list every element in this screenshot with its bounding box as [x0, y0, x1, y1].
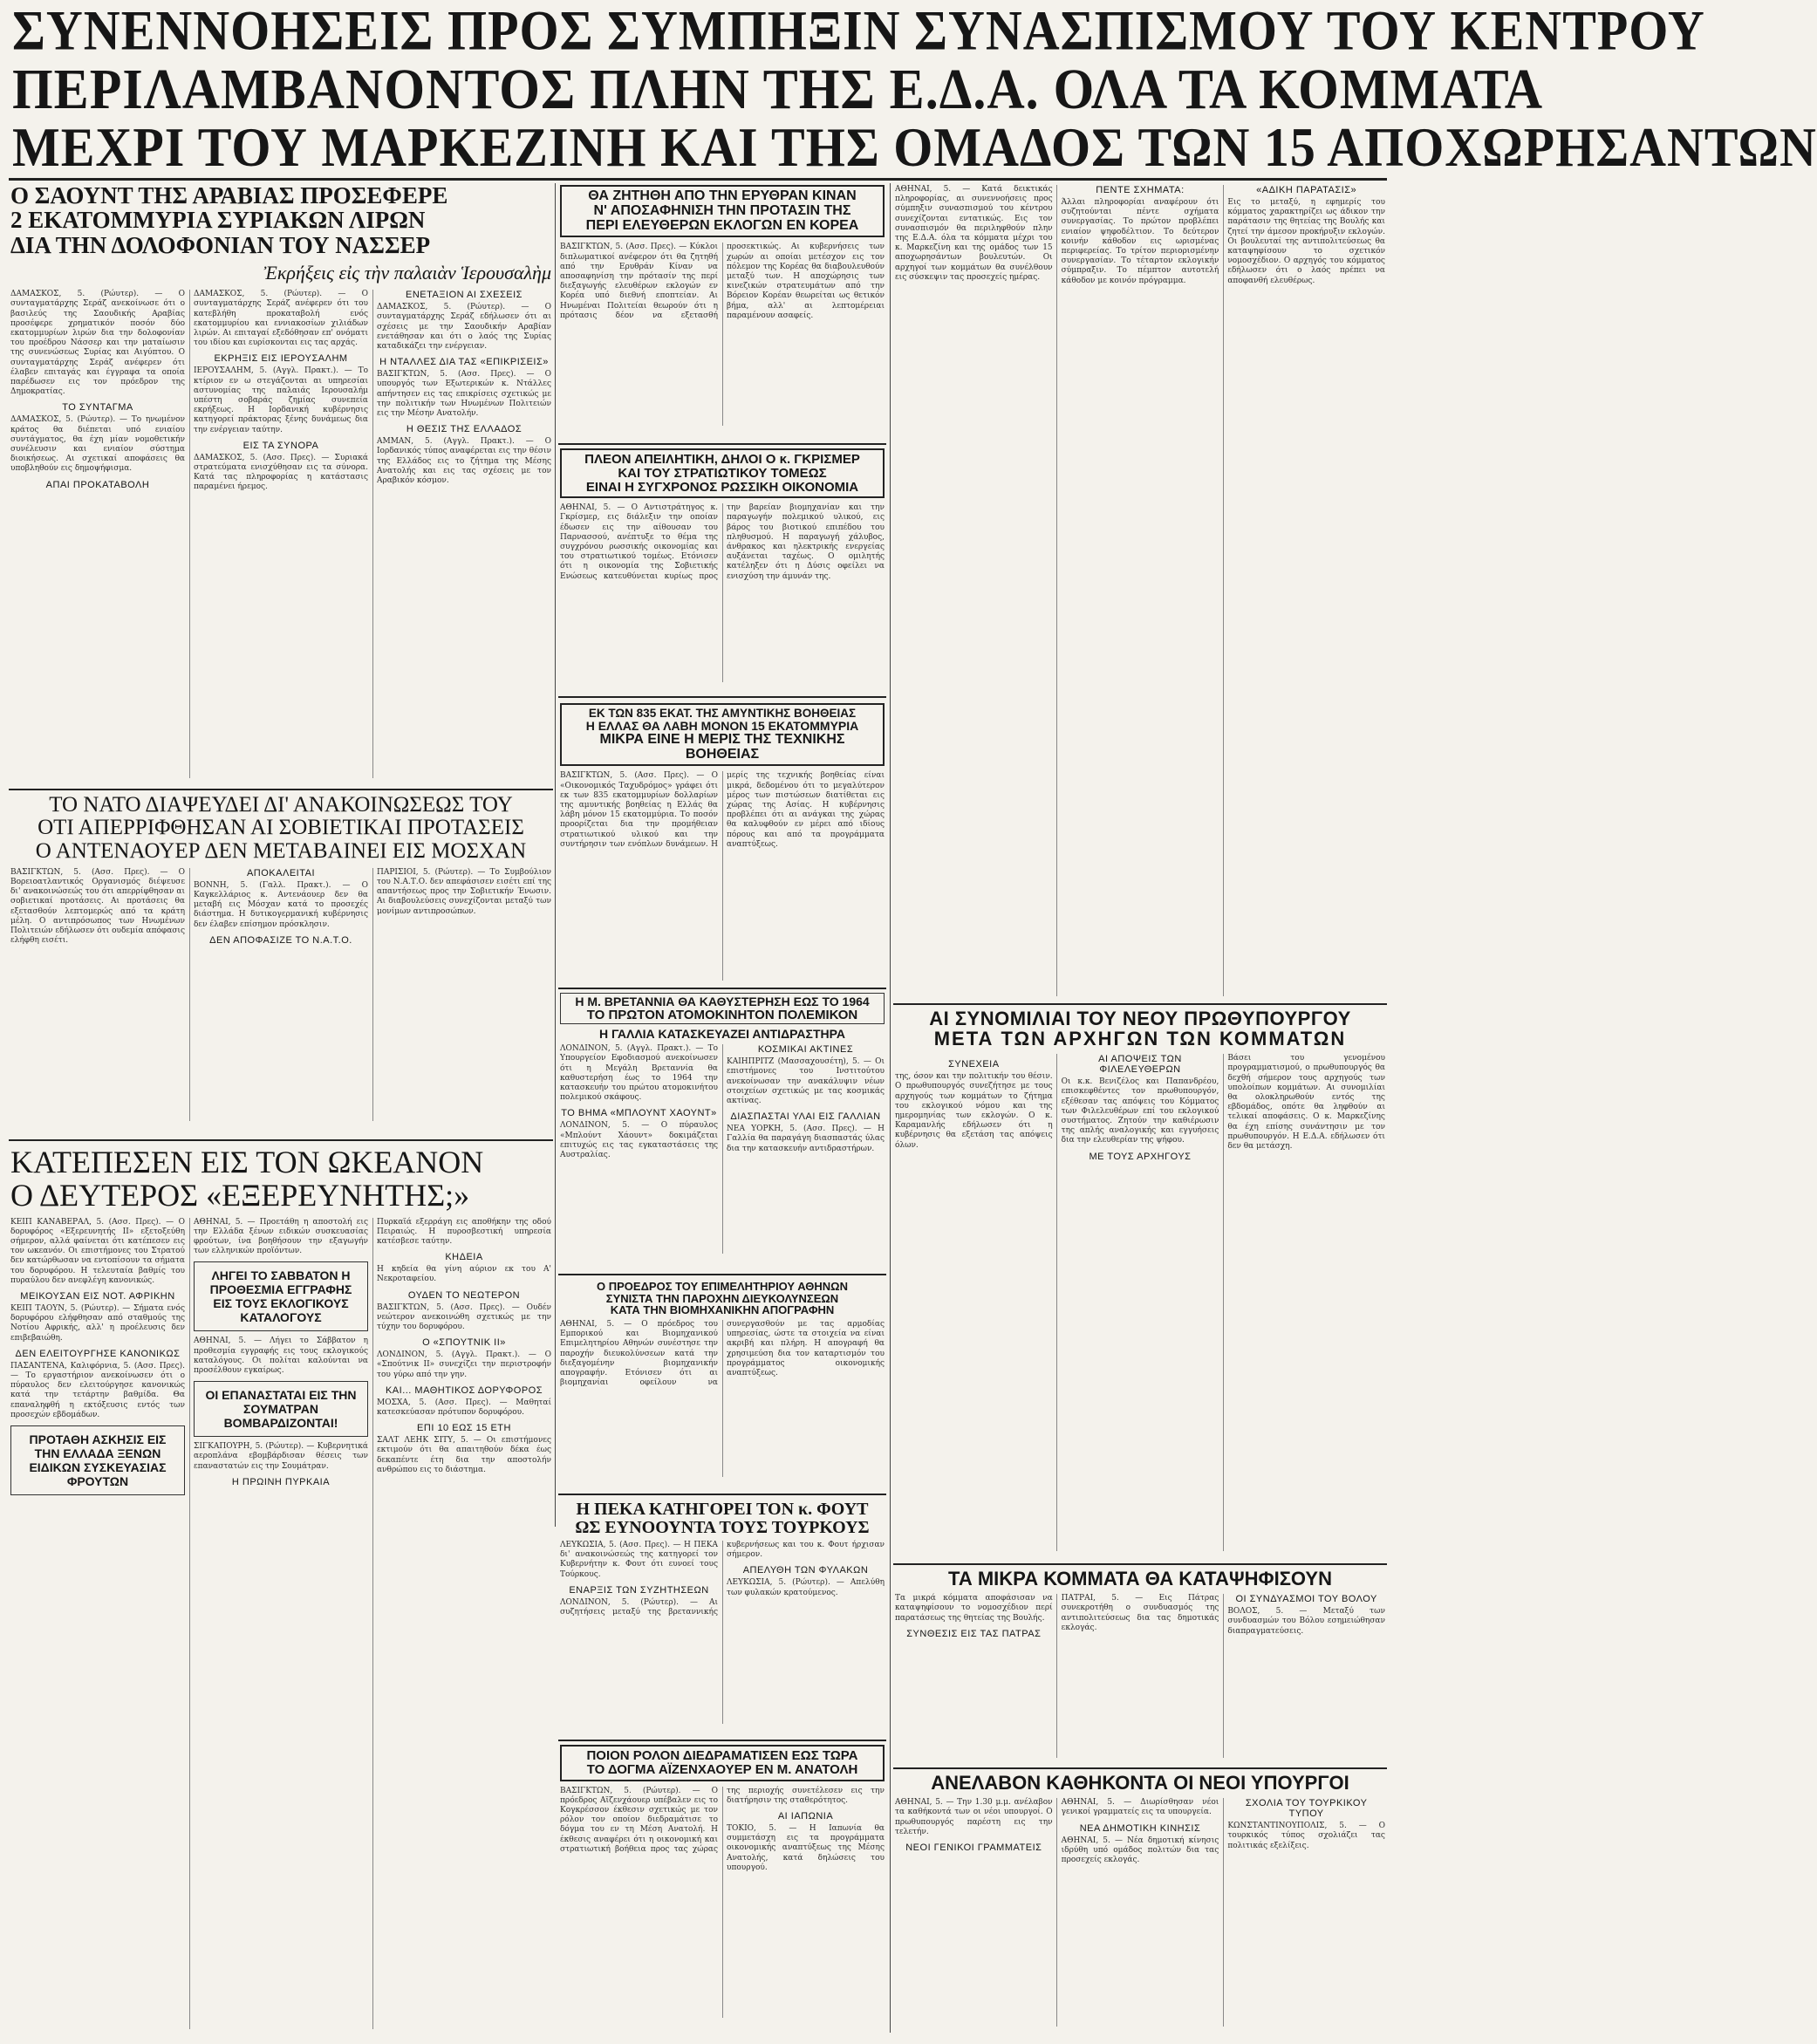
section-heading: ΕΠΙ 10 ΕΩΣ 15 ΕΤΗ — [417, 1423, 511, 1434]
small-parties-headline: ΤΑ ΜΙΚΡΑ ΚΟΜΜΑΤΑ ΘΑ ΚΑΤΑΨΗΦΙΣΟΥΝ — [948, 1568, 1332, 1589]
foot-headline-1: Η ΠΕΚΑ ΚΑΤΗΓΟΡΕΙ ΤΟΝ κ. ΦΟΥΤ — [576, 1500, 869, 1519]
body-text: ΒΟΛΟΣ, 5. — Μεταξύ των συνδυασμών του Βόλου εσημειώθησαν διαπραγματεύσεις. — [1227, 1607, 1385, 1636]
chamber-headline-2: ΣΥΝΙΣΤΑ ΤΗΝ ΠΑΡΟΧΗΝ ΔΙΕΥΚΟΛΥΝΣΕΩΝ — [605, 1291, 839, 1305]
coalition-article — [895, 185, 1385, 1001]
section-heading: ΤΟ ΣΥΝΤΑΓΜΑ — [62, 402, 133, 414]
section-heading: ΠΕΝΤΕ ΣΧΗΜΑΤΑ: — [1096, 185, 1185, 195]
aid-headline-1: ΕΚ ΤΩΝ 835 ΕΚΑΤ. ΤΗΣ ΑΜΥΝΤΙΚΗΣ ΒΟΗΘΕΙΑΣ — [588, 707, 857, 720]
section-rule — [558, 1740, 886, 1741]
body-text: ΚΩΝΣΤΑΝΤΙΝΟΥΠΟΛΙΣ, 5. — Ο τουρκικός τύπος σχολιάζει τας πολιτικάς εξελίξεις. — [1227, 1822, 1385, 1850]
section-heading: Η ΠΡΩΙΝΗ ΠΥΡΚΑΙΑ — [231, 1476, 331, 1487]
grismer-headline-2: ΚΑΙ ΤΟΥ ΣΤΡΑΤΙΩΤΙΚΟΥ ΤΟΜΕΩΣ — [618, 465, 827, 481]
body-text: ΑΘΗΝΑΙ, 5. — Την 1.30 μ.μ. ανέλαβον τα καθήκοντά των οι νέοι υπουργοί. Ο πρωθυπουργός παρέστη εις την τελετήν. — [895, 1798, 1053, 1836]
body-text: ΔΑΜΑΣΚΟΣ, 5. (Ασσ. Πρες). — Συριακά στρατεύματα ενισχύθησαν εις τα σύνορα. Κατά τας πληροφορίας η κατάστασις παραμένει ήρεμος. — [194, 453, 368, 492]
body-text: ΔΑΜΑΣΚΟΣ, 5. (Ρώυτερ). — Ο συνταγματάρχης Σεράζ εδήλωσεν ότι αι σχέσεις με την Σαουδικήν Αραβίαν ενετάθησαν και ότι ο λαός της Συρίας καταδικάζει την ενέργειαν. — [377, 303, 551, 351]
body-text: Βάσει του γενομένου προγραμματισμού, ο πρωθυπουργός θα δεχθή σήμερον τους αρχηγούς των υπολοίπων κομμάτων. Αι συνομιλίαι θα ολοκληρωθούν εντός της εβδομάδος, οπότε θα ληφθούν αι τελικαί αποφάσεις. Ο κ. Μαρκεζίνης θα έχη επίσης συνάντησιν με τον πρωθυπουργόν. Η Ε.Δ.Α. εδήλωσεν ότι δεν θα μετάσχη. — [1227, 1054, 1385, 1152]
saud-article — [10, 183, 551, 785]
small-parties-article — [895, 1569, 1385, 1766]
explorer-headline-2: Ο ΔΕΥΤΕΡΟΣ «ΕΞΕΡΕΥΝΗΤΗΣ;» — [10, 1177, 470, 1213]
chamber-headline-1: Ο ΠΡΟΕΔΡΟΣ ΤΟΥ ΕΠΙΜΕΛΗΤΗΡΙΟΥ ΑΘΗΝΩΝ — [597, 1280, 848, 1293]
body-text: ΑΘΗΝΑΙ, 5. — Διωρίσθησαν νέοι γενικοί γραμματείς εις τα υπουργεία. — [1061, 1798, 1219, 1817]
body-text: Εις το μεταξύ, η εφημερίς του κόμματος χαρακτηρίζει ως άδικον την παράτασιν της θητείας της Βουλής και ζητεί την άμεσον προκήρυξιν εκλογών. Οι βουλευταί της αντιπολιτεύσεως θα καταψηφίσουν το σχετικόν νομοσχέδιον. Ο αρχηγός του κόμματος εδήλωσεν ότι ο λαός πρέπει να αποφανθή ελευθέρως. — [1227, 198, 1385, 285]
body-text: ΑΜΜΑΝ, 5. (Αγγλ. Πρακτ.). — Ο Ιορδανικός τύπος αναφέρεται εις την θέσιν της Ελλάδος εις το ζήτημα της Μέσης Ανατολής και εις τας σχέσεις με τον Αραβικόν κόσμον. — [377, 437, 551, 485]
pm-article — [895, 1008, 1385, 1562]
pm-headline-1: ΑΙ ΣΥΝΟΜΙΛΙΑΙ ΤΟΥ ΝΕΟΥ ΠΡΩΘΥΠΟΥΡΓΟΥ — [929, 1008, 1351, 1029]
aid-headline-3: ΜΙΚΡΑ ΕΙΝΕ Η ΜΕΡΙΣ ΤΗΣ ΤΕΧΝΙΚΗΣ ΒΟΗΘΕΙΑΣ — [599, 731, 845, 762]
section-heading: ΣΥΝΕΧΕΙΑ — [948, 1059, 1000, 1070]
nato-article — [10, 794, 551, 1138]
section-heading: ΑΠΕΛΥΘΗ ΤΩΝ ΦΥΛΑΚΩΝ — [742, 1565, 869, 1576]
section-heading: ΜΕ ΤΟΥΣ ΑΡΧΗΓΟΥΣ — [1089, 1151, 1192, 1162]
body-text: ΛΟΝΔΙΝΟΝ, 5. (Ρώυτερ). — Αι συζητήσεις μεταξύ της βρεταννικής κυβερνήσεως και του κ. Φουτ ήρχισαν σήμερον. — [560, 1541, 885, 1617]
section-rule — [558, 443, 886, 445]
missile-article — [560, 993, 885, 1270]
body-text: ΒΑΣΙΓΚΤΩΝ, 5. (Ασσ. Πρες). — Ουδέν νεώτερον ανεκοινώθη σχετικώς με την τύχην του δορυφόρου. — [377, 1302, 551, 1332]
missile-headline-3: Η ΓΑΛΛΙΑ ΚΑΤΑΣΚΕΥΑΖΕΙ ΑΝΤΙΔΡΑΣΤΗΡΑ — [598, 1027, 846, 1042]
body-text: ΛΟΝΔΙΝΟΝ, 5. (Αγγλ. Πρακτ.). — Το Υπουργείον Εφοδιασμού ανεκοίνωσεν ότι η Μεγάλη Βρεταννία θα καθυστερήση έως το 1964 την κατασκευήν του πρώτου ατομοκινήτου πολεμικού σκάφους. — [560, 1044, 718, 1103]
pm-headline-2: ΜΕΤΑ ΤΩΝ ΑΡΧΗΓΩΝ ΤΩΝ ΚΟΜΜΑΤΩΝ — [933, 1028, 1347, 1050]
section-rule — [9, 1139, 553, 1141]
section-heading: ΟΥΔΕΝ ΤΟ ΝΕΩΤΕΡΟΝ — [407, 1289, 521, 1301]
korea-headline-1: ΘΑ ΖΗΤΗΘΗ ΑΠΟ ΤΗΝ ΕΡΥΘΡΑΝ ΚΙΝΑΝ — [588, 188, 857, 203]
section-rule — [9, 789, 553, 790]
grismer-headline-3: ΕΙΝΑΙ Η ΣΥΓΧΡΟΝΟΣ ΡΩΣΣΙΚΗ ΟΙΚΟΝΟΜΙΑ — [585, 479, 859, 495]
body-text: ΑΘΗΝΑΙ, 5. — Κατά δεικτικάς πληροφορίας, αι συνεννοήσεις προς σύμπηξιν συνασπισμού του κέντρου συνεχίζονται εντατικώς. Εις τον συνασπισμόν θα περιληφθούν πλην της Ε.Δ.Α. όλα τα κόμματα μέχρι του κ. Μαρκεζίνη και της ομάδος των 15 αποχωρησάντων βουλευτών. Οι αρχηγοί των κομμάτων θα συνέλθουν εις σύσκεψιν τας προσεχείς ημέρας. — [895, 185, 1053, 282]
section-heading: ΠΡΟΤΑΘΗ ΑΣΚΗΣΙΣ ΕΙΣ ΤΗΝ ΕΛΛΑΔΑ ΞΕΝΩΝ ΕΙΔΙΚΩΝ ΣΥΣΚΕΥΑΣΙΑΣ ΦΡΟΥΤΩΝ — [29, 1432, 167, 1489]
body-text: ΔΑΜΑΣΚΟΣ, 5. (Ρώυτερ). — Το ηνωμένον κράτος θα διέπεται υπό ενιαίου συντάγματος, θα έχη μίαν νομοθετικήν συνέλευσιν και ενιαίον σύστημα διοικήσεως. Αι σχετικαί αποφάσεις θα υποβληθούν εις δημοψήφισμα. — [10, 415, 185, 474]
body-text: ΑΘΗΝΑΙ, 5. — Λήγει το Σάββατον η προθεσμία εγγραφής εις τους εκλογικούς καταλόγους. Οι πολίται καλούνται να προσέλθουν εγκαίρως. — [194, 1336, 368, 1376]
section-heading: ΑΙ ΑΠΟΨΕΙΣ ΤΩΝ ΦΙΛΕΛΕΥΘΕΡΩΝ — [1098, 1054, 1182, 1076]
body-text: ΙΕΡΟΥΣΑΛΗΜ, 5. (Αγγλ. Πρακτ.). — Το κτίριον εν ω στεγάζονται αι υπηρεσίαι αστυνομίας της παλαιάς Ιερουσαλήμ υπέστη σοβαράς ζημίας συνεπεία εκρήξεως. Η Ιορδανική κυβέρνησις κατηγορεί πράκτορας ξένης δυνάμεως δια την ενέργειαν ταύτην. — [194, 366, 368, 434]
aid-headline-2: Η ΕΛΛΑΣ ΘΑ ΛΑΒΗ ΜΟΝΟΝ 15 ΕΚΑΤΟΜΜΥΡΙΑ — [585, 719, 859, 734]
section-heading: Η ΘΕΣΙΣ ΤΗΣ ΕΛΛΑΔΟΣ — [406, 424, 523, 435]
grismer-body — [560, 503, 885, 682]
small-parties-body — [895, 1594, 1385, 1758]
section-heading: ΕΝΑΡΞΙΣ ΤΩΝ ΣΥΖΗΤΗΣΕΩΝ — [569, 1584, 709, 1596]
foot-article — [560, 1501, 885, 1736]
section-heading: ΑΙ ΙΑΠΩΝΙΑ — [777, 1810, 834, 1822]
missile-body — [560, 1044, 885, 1254]
section-heading: ΚΟΣΜΙΚΑΙ ΑΚΤΙΝΕΣ — [757, 1044, 854, 1056]
body-text: ΑΘΗΝΑΙ, 5. — Ο Αντιστράτηγος κ. Γκρίσμερ, εις διάλεξιν την οποίαν έδωσεν εις την αίθουσαν του Παρνασσού, ανέπτυξε το θέμα της συγχρόνου ρωσσικής οικονομίας και του στρατιωτικού τομέως. Ετόνισεν ότι η οικονομία της Σοβιετικής Ενώσεως κατευθύνεται κυρίως προς την βαρείαν βιομηχανίαν και την παραγωγήν πολεμικού υλικού, εις βάρος του βιοτικού επιπέδου του πληθυσμού. Η παραγωγή χάλυβος, άνθρακος και ηλεκτρικής ενεργείας αυξάνεται ταχέως. Ο ομιλητής κατέληξεν ότι η Δύσις οφείλει να ενισχύση την άμυνάν της. — [560, 503, 885, 581]
section-heading: ΕΙΣ ΤΑ ΣΥΝΟΡΑ — [242, 440, 319, 451]
nato-headline-2: ΟΤΙ ΑΠΕΡΡΙΦΘΗΣΑΝ ΑΙ ΣΟΒΙΕΤΙΚΑΙ ΠΡΟΤΑΣΕΙΣ — [38, 816, 524, 840]
body-text: ΣΙΓΚΑΠΟΥΡΗ, 5. (Ρώυτερ). — Κυβερνητικά αεροπλάνα εβομβάρδισαν θέσεις των επαναστατών εις την Σουμάτραν. — [194, 1442, 368, 1471]
body-text: ΠΑΣΑΝΤΕΝΑ, Καλιφόρνια, 5. (Ασσ. Πρες). — Το εργαστήριον ανεκοίνωσεν ότι ο πύραυλος δεν ελειτούργησε κανονικώς κατά την τετάρτην βαθμίδα. Θα επαναληφθή η εκτόξευσις εντός των προσεχών εβδομάδων. — [10, 1361, 185, 1419]
saud-headline-3: ΔΙΑ ΤΗΝ ΔΟΛΟΦΟΝΙΑΝ ΤΟΥ ΝΑΣΣΕΡ — [10, 231, 431, 258]
body-text: ΛΟΝΔΙΝΟΝ, 5. (Αγγλ. Πρακτ.). — Ο «Σπούτνικ ΙΙ» συνεχίζει την περιστροφήν του γύρω από την γην. — [377, 1350, 551, 1379]
saud-subhead: Ἐκρήξεις εἰς τὴν παλαιὰν Ἱερουσαλὴμ — [263, 262, 551, 284]
banner-rule — [9, 178, 1387, 181]
section-heading: ΕΚΡΗΞΙΣ ΕΙΣ ΙΕΡΟΥΣΑΛΗΜ — [214, 353, 348, 365]
eisen-body — [560, 1787, 885, 2018]
body-text: ΛΕΥΚΩΣΙΑ, 5. (Ασσ. Πρες). — Η ΠΕΚΑ δι' ανακοινώσεώς της κατηγορεί τον Κυβερνήτην κ. Φουτ ότι ευνοεί τους Τούρκους. — [560, 1541, 718, 1579]
column-rule — [555, 183, 556, 1527]
saud-headline-1: Ο ΣΑΟΥΝΤ ΤΗΣ ΑΡΑΒΙΑΣ ΠΡΟΣΕΦΕΡΕ — [10, 182, 448, 209]
body-text: της, όσον και την πολιτικήν του θέσιν. Ο πρωθυπουργός συνεζήτησε με τους αρχηγούς των κομμάτων το ζήτημα του εκλογικού νόμου και της ημερομηνίας των εκλογών. Ο κ. Καραμανλής εδήλωσεν ότι η κυβέρνησις θα εξετάση τας απόψεις όλων. — [895, 1072, 1053, 1150]
nato-body — [10, 868, 551, 1121]
section-heading: Η ΝΤΑΛΛΕΣ ΔΙΑ ΤΑΣ «ΕΠΙΚΡΙΣΕΙΣ» — [379, 357, 549, 368]
section-heading: ΔΕΝ ΕΛΕΙΤΟΥΡΓΗΣΕ ΚΑΝΟΝΙΚΩΣ — [15, 1348, 181, 1359]
saud-body — [10, 290, 551, 778]
section-heading: ΑΠΑΙ ΠΡΟΚΑΤΑΒΟΛΗ — [45, 479, 150, 490]
ministers-headline: ΑΝΕΛΑΒΟΝ ΚΑΘΗΚΟΝΤΑ ΟΙ ΝΕΟΙ ΥΠΟΥΡΓΟΙ — [931, 1772, 1349, 1794]
body-text: ΜΟΣΧΑ, 5. (Ασσ. Πρες). — Μαθηταί κατεσκεύασαν πρότυπον δορυφόρου. — [377, 1398, 551, 1418]
section-heading: ΕΝΕΤΑΞΙΟΝ ΑΙ ΣΧΕΣΕΙΣ — [406, 290, 523, 301]
explorer-article — [10, 1146, 551, 2036]
section-heading: ΚΗΔΕΙΑ — [445, 1252, 483, 1263]
section-heading: ΟΙ ΣΥΝΔΥΑΣΜΟΙ ΤΟΥ ΒΟΛΟΥ — [1235, 1594, 1377, 1605]
body-text: ΠΑΤΡΑΙ, 5. — Εις Πάτρας συνεκροτήθη ο συνδυασμός της αντιπολιτεύσεως δια τας δημοτικάς εκλογάς. — [1061, 1594, 1219, 1632]
body-text: Άλλαι πληροφορίαι αναφέρουν ότι συζητούνται πέντε σχήματα συνεργασίας. Το πρώτον προβλέπει ενιαίον ψηφοδέλτιον. Το δεύτερον κοινήν κάθοδον εις ωρισμένας περιφερείας. Το τρίτον περιορισμένην συνεργασίαν. Το τέταρτον εκλογικήν σύμπραξιν. Το πέμπτον αυτοτελή κάθοδον με κοινόν πρόγραμμα. — [1061, 198, 1219, 285]
grismer-article — [560, 448, 885, 693]
chamber-headline-3: ΚΑΤΑ ΤΗΝ ΒΙΟΜΗΧΑΝΙΚΗΝ ΑΠΟΓΡΑΦΗΝ — [610, 1303, 835, 1317]
section-heading: ΛΗΓΕΙ ΤΟ ΣΑΒΒΑΤΟΝ Η ΠΡΟΘΕΣΜΙΑ ΕΓΓΡΑΦΗΣ ΕΙΣ ΤΟΥΣ ΕΚΛΟΓΙΚΟΥΣ ΚΑΤΑΛΟΓΟΥΣ — [209, 1268, 352, 1325]
section-heading: ΚΑΙ... ΜΑΘΗΤΙΚΟΣ ΔΟΡΥΦΟΡΟΣ — [385, 1384, 543, 1396]
chamber-body — [560, 1320, 885, 1477]
chamber-article — [560, 1281, 885, 1490]
section-rule — [558, 1494, 886, 1495]
body-text: ΒΑΣΙΓΚΤΩΝ, 5. (Ασσ. Πρες). — Ο Βορειοατλαντικός Οργανισμός διέψευσε δι' ανακοινώσεώς του ότι απερρίφθησαν αι σοβιετικαί προτάσεις. Αι προτάσεις θα εξετασθούν λεπτομερώς από τα κράτη μέλη. Ο αντιπρόσωπος των Ηνωμένων Πολιτειών εδήλωσεν ότι ουδεμία απόφασις ελήφθη εισέτι. — [10, 867, 185, 946]
eisen-article — [560, 1745, 885, 2036]
section-rule — [558, 1274, 886, 1275]
section-heading: ΜΕΙΚΟΥΣΑΝ ΕΙΣ ΝΟΤ. ΑΦΡΙΚΗΝ — [20, 1291, 175, 1302]
korea-body — [560, 243, 885, 426]
body-text: ΔΑΜΑΣΚΟΣ, 5. (Ρώυτερ). — Ο συνταγματάρχης Σεράζ ανεκοίνωσε ότι ο βασιλεύς της Σαουδικής Αραβίας προσέφερε χρηματικόν ποσόν δύο εκατομμυρίων λιρών δια την δολοφονίαν του προέδρου Νάσσερ και την ματαίωσιν της συνενώσεως Συρίας και Αιγύπτου. Ο συνταγματάρχης Σεράζ ανέφερεν ότι έλαβεν επιταγάς και έγγραφα τα οποία παρέδωσεν εις τον πρόεδρον της Δημοκρατίας. — [10, 290, 185, 397]
body-text: ΒΑΣΙΓΚΤΩΝ, 5. (Ασσ. Πρες). — Ο υπουργός των Εξωτερικών κ. Ντάλλες απήντησεν εις τας επικρίσεις σχετικώς με την πολιτικήν των Ηνωμένων Πολιτειών εις την Μέσην Ανατολήν. — [377, 370, 551, 418]
body-text: ΒΑΣΙΓΚΤΩΝ, 5. (Ρώυτερ). — Ο πρόεδρος Αϊζενχάουερ υπέβαλεν εις το Κογκρέσσον έκθεσιν σχετικώς με τον ρόλον τον οποίον διεδραμάτισε το δόγμα του εν τη Μέση Ανατολή. Η έκθεσις αναφέρει ότι η οικονομική και στρατιωτική βοήθεια προς τας χώρας της περιοχής συνετέλεσεν εις την διατήρησιν της σταθερότητος. — [560, 1786, 885, 1854]
body-text: ΚΕΙΠ ΤΑΟΥΝ, 5. (Ρώυτερ). — Σήματα ενός δορυφόρου ελήφθησαν από σταθμούς της Νοτίου Αφρικής, αλλ' η προέλευσις δεν επιβεβαιώθη. — [10, 1304, 185, 1343]
body-text: Η κηδεία θα γίνη αύριον εκ του Α' Νεκροταφείου. — [377, 1265, 551, 1284]
section-heading: ΔΕΝ ΑΠΟΦΑΣΙΖΕ ΤΟ Ν.Α.Τ.Ο. — [209, 934, 352, 946]
aid-body — [560, 771, 885, 981]
body-text: Πυρκαϊά εξερράγη εις αποθήκην της οδού Πειραιώς. Η πυροσβεστική υπηρεσία κατέσβεσε ταύτην. — [377, 1217, 551, 1246]
missile-headline-1: Η Μ. ΒΡΕΤΑΝΝΙΑ ΘΑ ΚΑΘΥΣΤΕΡΗΣΗ ΕΩΣ ΤΟ 1964 — [575, 995, 870, 1008]
ministers-article — [895, 1773, 1385, 2036]
explorer-body — [10, 1218, 551, 2029]
body-text: ΣΑΛΤ ΛΕΗΚ ΣΙΤΥ, 5. — Οι επιστήμονες εκτιμούν ότι θα απαιτηθούν δέκα έως δεκαπέντε έτη δια την αποστολήν ανθρώπου εις το διάστημα. — [377, 1436, 551, 1474]
explorer-headline-1: ΚΑΤΕΠΕΣΕΝ ΕΙΣ ΤΟΝ ΩΚΕΑΝΟΝ — [10, 1145, 484, 1179]
banner-line-3: ΜΕΧΡΙ ΤΟΥ ΜΑΡΚΕΖΙΝΗ ΚΑΙ ΤΗΣ ΟΜΑΔΟΣ ΤΩΝ 15 ΑΠΟΧΩΡΗΣΑΝΤΩΝ — [12, 115, 1817, 179]
body-text: ΔΑΜΑΣΚΟΣ, 5. (Ρώυτερ). — Ο συνταγματάρχης Σεράζ ανέφερεν ότι του κατεβλήθη προκαταβολή ενός εκατομμυρίου και εννιακοσίων χιλιάδων λιρών. Αι επιταγαί εξεδόθησαν επ' ονόματι του ιδίου και ευρίσκονται εις τας αρχάς. — [194, 290, 368, 348]
korea-article — [560, 185, 885, 440]
body-text: ΚΕΙΠ ΚΑΝΑΒΕΡΑΛ, 5. (Ασσ. Πρες). — Ο δορυφόρος «Εξερευνητής ΙΙ» εξετοξεύθη σήμερον, αλλά φαίνεται ότι κατέπεσεν εις τον ωκεανόν. Οι επιστήμονες του Στρατού δεν κατώρθωσαν να εντοπίσουν τα σήματα του δορυφόρου. Η τελευταία βαθμίς του πυραύλου δεν ανεφλέγη κανονικώς. — [10, 1217, 185, 1285]
nato-headline-3: Ο ΑΝΤΕΝΑΟΥΕΡ ΔΕΝ ΜΕΤΑΒΑΙΝΕΙ ΕΙΣ ΜΟΣΧΑΝ — [35, 838, 527, 863]
body-text: ΒΟΝΝΗ, 5. (Γαλλ. Πρακτ.). — Ο Καγκελλάριος κ. Αντενάουερ δεν θα μεταβή εις Μόσχαν κατά το προσεχές διάστημα. Η δυτικογερμανική κυβέρνησις δεν έλαβεν επίσημον πρόσκλησιν. — [194, 880, 368, 929]
section-heading: ΔΙΑΣΠΑΣΤΑΙ ΥΛΑΙ ΕΙΣ ΓΑΛΛΙΑΝ — [730, 1111, 881, 1123]
section-heading: Ο «ΣΠΟΥΤΝΙΚ ΙΙ» — [422, 1337, 506, 1349]
column-rule — [890, 183, 891, 2033]
body-text: ΝΕΑ ΥΟΡΚΗ, 5. (Ασσ. Πρες). — Η Γαλλία θα παραγάγη διασπαστάς ύλας δια την κατασκευήν αντιδραστήρων. — [727, 1125, 885, 1153]
korea-headline-2: Ν' ΑΠΟΣΑΦΗΝΙΣΗ ΤΗΝ ΠΡΟΤΑΣΙΝ ΤΗΣ — [593, 202, 851, 218]
section-rule — [893, 1767, 1387, 1769]
section-heading: ΟΙ ΕΠΑΝΑΣΤΑΤΑΙ ΕΙΣ ΤΗΝ ΣΟΥΜΑΤΡΑΝ ΒΟΜΒΑΡΔΙΖΟΝΤΑΙ! — [205, 1388, 357, 1431]
coalition-body — [895, 185, 1385, 996]
section-heading: ΝΕΟΙ ΓΕΝΙΚΟΙ ΓΡΑΜΜΑΤΕΙΣ — [905, 1842, 1042, 1853]
aid-article — [560, 703, 885, 984]
section-heading: ΣΥΝΘΕΣΙΣ ΕΙΣ ΤΑΣ ΠΑΤΡΑΣ — [906, 1628, 1042, 1639]
body-text: ΤΟΚΙΟ, 5. — Η Ιαπωνία θα συμμετάσχη εις τα προγράμματα οικονομικής αναπτύξεως της Μέσης Ανατολής, κατά δηλώσεις του υπουργού. — [727, 1823, 885, 1872]
body-text: ΑΘΗΝΑΙ, 5. — Προετάθη η αποστολή εις την Ελλάδα ξένων ειδικών συσκευασίας φρούτων, ίνα βοηθήσουν την εξαγωγήν των ελληνικών προϊόντων. — [194, 1217, 368, 1256]
body-text: ΑΘΗΝΑΙ, 5. — Ο πρόεδρος του Εμπορικού και Βιομηχανικού Επιμελητηρίου Αθηνών συνέστησε την παροχήν διευκολύνσεων κατά την διεξαγομένην βιομηχανικήν απογραφήν. Ετόνισεν ότι αι βιομηχανίαι οφείλουν να συνεργασθούν με τας αρμοδίας υπηρεσίας, ώστε τα στοιχεία να είναι ακριβή και πλήρη. Η απογραφή θα χρησιμεύση δια τον καταρτισμόν του προγράμματος οικονομικής αναπτύξεως. — [560, 1319, 885, 1388]
section-rule — [558, 988, 886, 989]
body-text: ΑΘΗΝΑΙ, 5. — Νέα δημοτική κίνησις ιδρύθη υπό ομάδος πολιτών δια τας προσεχείς εκλογάς. — [1061, 1835, 1219, 1864]
body-text: ΛΟΝΔΙΝΟΝ, 5. — Ο πύραυλος «Μπλούντ Χάουντ» δοκιμάζεται επιτυχώς εις τας εγκαταστάσεις της Αυστραλίας. — [560, 1121, 718, 1159]
eisen-headline-1: ΠΟΙΟΝ ΡΟΛΟΝ ΔΙΕΔΡΑΜΑΤΙΣΕΝ ΕΩΣ ΤΩΡΑ — [586, 1748, 858, 1763]
section-heading: «ΑΔΙΚΗ ΠΑΡΑΤΑΣΙΣ» — [1256, 185, 1357, 195]
section-rule — [893, 1563, 1387, 1565]
banner-line-2: ΠΕΡΙΛΑΜΒΑΝΟΝΤΟΣ ΠΛΗΝ ΤΗΣ Ε.Δ.Α. ΟΛΑ ΤΑ ΚΟΜΜΑΤΑ — [12, 57, 1544, 121]
body-text: ΠΑΡΙΣΙΟΙ, 5. (Ρώυτερ). — Το Συμβούλιον του Ν.Α.Τ.Ο. δεν απεφάσισεν εισέτι επί της απαντήσεως προς την Σοβιετικήν Ένωσιν. Αι διαβουλεύσεις συνεχίζονται μεταξύ των μονίμων αντιπροσώπων. — [377, 867, 551, 916]
eisen-headline-2: ΤΟ ΔΟΓΜΑ ΑΪΖΕΝΧΑΟΥΕΡ ΕΝ Μ. ΑΝΑΤΟΛΗ — [586, 1761, 858, 1777]
grismer-headline-1: ΠΛΕΟΝ ΑΠΕΙΛΗΤΙΚΗ, ΔΗΛΟΙ Ο κ. ΓΚΡΙΣΜΕΡ — [584, 452, 860, 467]
section-heading: ΝΕΑ ΔΗΜΟΤΙΚΗ ΚΙΝΗΣΙΣ — [1079, 1822, 1201, 1834]
foot-body — [560, 1541, 885, 1724]
body-text: Οι κ.κ. Βενιζέλος και Παπανδρέου, επισκεφθέντες τον πρωθυπουργόν, εξέθεσαν τας απόψεις του Κόμματος των Φιλελευθέρων επί του εκλογικού συστήματος. Ζητούν την καθιέρωσιν της απλής αναλογικής και εγγυήσεις δια την ελευθερίαν της ψήφου. — [1061, 1077, 1219, 1145]
missile-headline-2: ΤΟ ΠΡΩΤΟΝ ΑΤΟΜΟΚΙΝΗΤΟΝ ΠΟΛΕΜΙΚΟΝ — [586, 1007, 858, 1022]
saud-headline-2: 2 ΕΚΑΤΟΜΜΥΡΙΑ ΣΥΡΙΑΚΩΝ ΛΙΡΩΝ — [10, 207, 426, 234]
section-rule — [558, 696, 886, 698]
foot-headline-2: ΩΣ ΕΥΝΟΟΥΝΤΑ ΤΟΥΣ ΤΟΥΡΚΟΥΣ — [575, 1518, 870, 1537]
ministers-body — [895, 1798, 1385, 2027]
pm-body — [895, 1054, 1385, 1551]
section-heading: ΣΧΟΛΙΑ ΤΟΥ ΤΟΥΡΚΙΚΟΥ ΤΥΠΟΥ — [1245, 1798, 1368, 1820]
section-rule — [893, 1003, 1387, 1005]
section-heading: ΤΟ ΒΗΜΑ «ΜΠΛΟΥΝΤ ΧΑΟΥΝΤ» — [561, 1108, 717, 1119]
body-text: ΒΑΣΙΓΚΤΩΝ, 5. (Ασσ. Πρες). — Ο «Οικονομικός Ταχυδρόμος» γράφει ότι εκ των 835 εκατομμυρίων δολλαρίων της αμυντικής βοηθείας η Ελλάς θα λάβη μόνον 15 εκατομμύρια. Το ποσόν προορίζεται δια την προμήθειαν στρατιωτικού υλικού και την συντήρησιν των ενόπλων δυνάμεων. Η μερίς της τεχνικής βοηθείας είναι μικρά, δεδομένου ότι το μεγαλύτερον μέρος των πιστώσεων διατίθεται εις χώρας της Ασίας. Η κυβέρνησις προβλέπει ότι αι ανάγκαι της χώρας θα καλυφθούν εν μέρει από ιδίους πόρους και από τα προγράμματα αναπτύξεως. — [560, 771, 885, 849]
body-text: ΒΑΣΙΓΚΤΩΝ, 5. (Ασσ. Πρες). — Κύκλοι διπλωματικοί ανέφερον ότι θα ζητηθή από την Ερυθράν Κίναν να αποσαφηνίση την πρότασίν της περί διεξαγωγής ελευθέρων εκλογών εν Κορέα υπό διεθνή εποπτείαν. Αι Ηνωμέναι Πολιτείαι θεωρούν ότι η πρότασις δέον να εξετασθή προσεκτικώς. Αι κυβερνήσεις των χωρών αι οποίαι μετέσχον εις τον πόλεμον της Κορέας θα διαβουλευθούν μεταξύ των. Η αποχώρησις των κινεζικών στρατευμάτων από την Βόρειον Κορέαν θεωρείται ως θετικόν βήμα, αλλ' αι λεπτομέρειαι παραμένουν ασαφείς. — [560, 243, 885, 320]
body-text: ΛΕΥΚΩΣΙΑ, 5. (Ρώυτερ). — Απελύθη των φυλακών κρατούμενος. — [727, 1578, 885, 1597]
banner-line-1: ΣΥΝΕΝΝΟΗΣΕΙΣ ΠΡΟΣ ΣΥΜΠΗΞΙΝ ΣΥΝΑΣΠΙΣΜΟΥ ΤΟΥ ΚΕΝΤΡΟΥ — [12, 0, 1705, 62]
korea-headline-3: ΠΕΡΙ ΕΛΕΥΘΕΡΩΝ ΕΚΛΟΓΩΝ ΕΝ ΚΟΡΕΑ — [585, 217, 859, 233]
nato-headline-1: ΤΟ ΝΑΤΟ ΔΙΑΨΕΥΔΕΙ ΔΙ' ΑΝΑΚΟΙΝΩΣΕΩΣ ΤΟΥ — [49, 793, 513, 817]
body-text: Τα μικρά κόμματα αποφάσισαν να καταψηφίσουν το νομοσχέδιον περί παρατάσεως της θητείας της Βουλής. — [895, 1594, 1053, 1623]
body-text: ΚΑΙΗΠΡΙΤΖ (Μασσαχουσέτη), 5. — Οι επιστήμονες του Ινστιτούτου ανεκοίνωσαν την ανακάλυψιν νέων στοιχείων σχετικώς με τας κοσμικάς ακτίνας. — [727, 1057, 885, 1105]
section-heading: ΑΠΟΚΑΛΕΙΤΑΙ — [246, 867, 316, 878]
